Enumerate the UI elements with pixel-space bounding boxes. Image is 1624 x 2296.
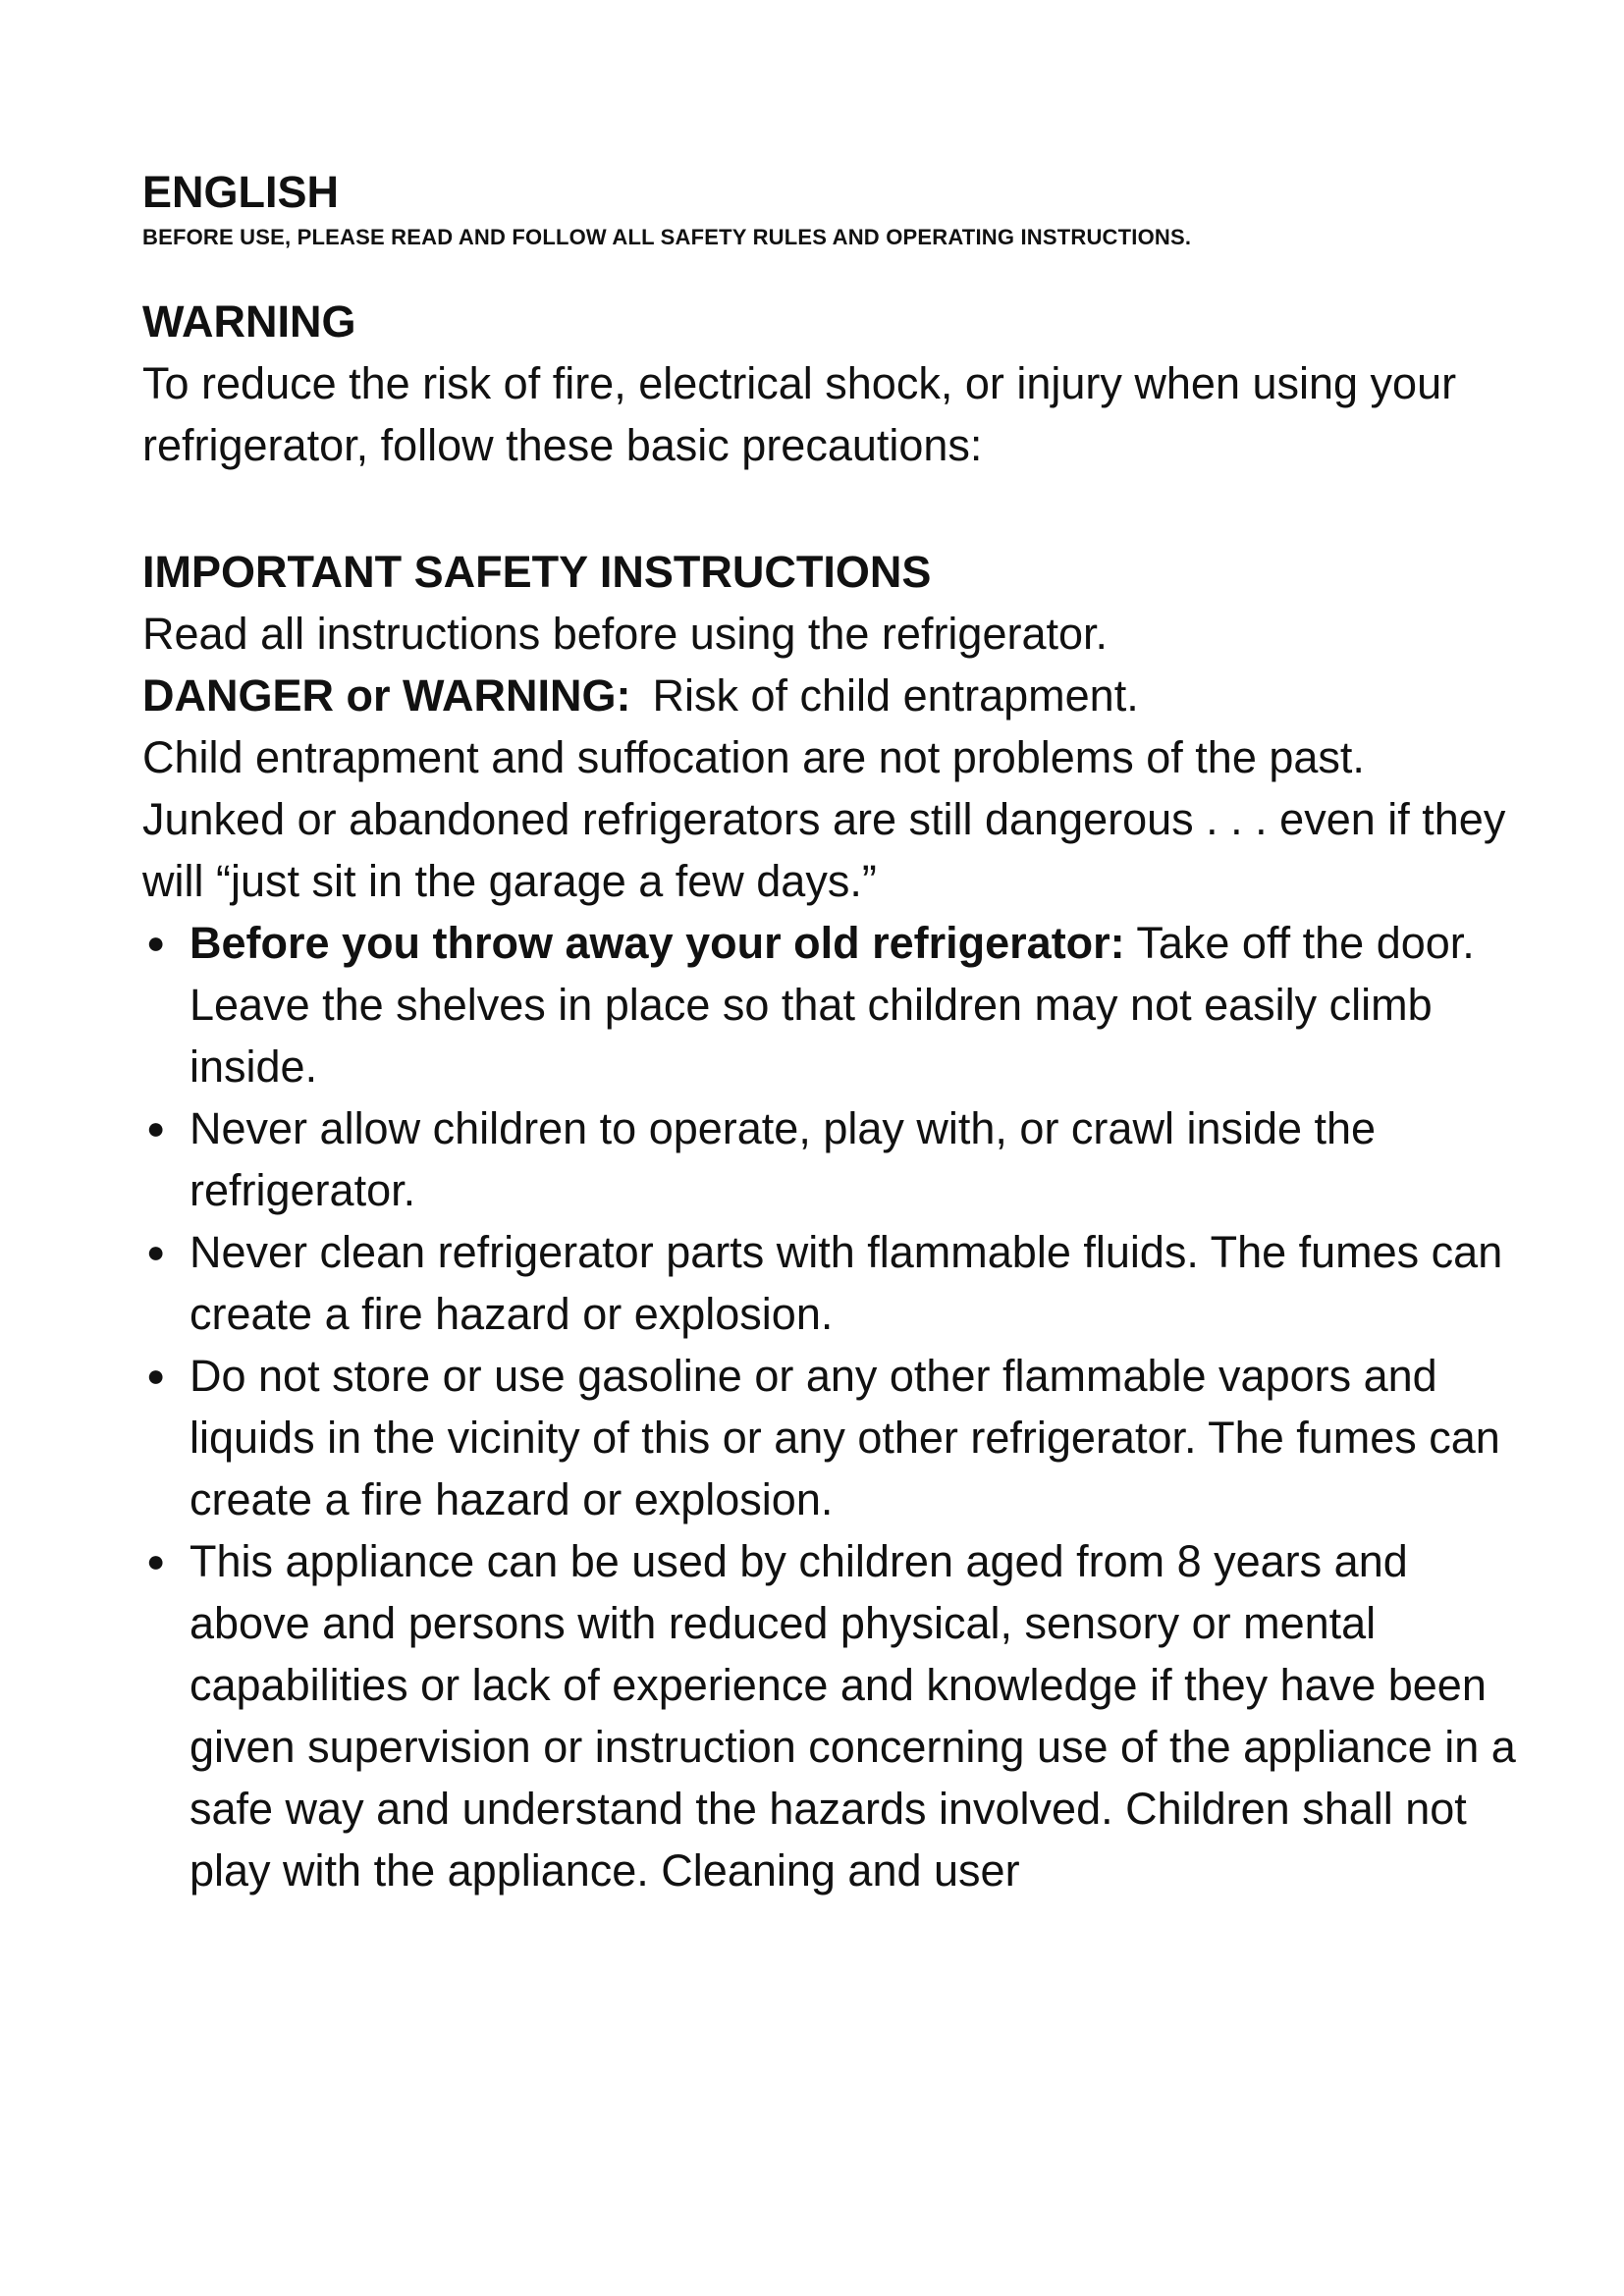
bullet-icon: ● [146, 1543, 166, 1578]
safety-instructions-heading: IMPORTANT SAFETY INSTRUCTIONS [142, 547, 932, 597]
bullet-icon: ● [146, 1110, 166, 1146]
list-item [142, 1530, 1517, 1901]
bullet-icon: ● [146, 1234, 166, 1269]
entrapment-text: Child entrapment and suffocation are not problems of the past. Junked or abandoned refrigerators are still dangerous . . . even if they will “just sit in the garage a few days.” [142, 732, 1518, 906]
bullet-text: Never clean refrigerator parts with flammable fluids. The fumes can create a fire hazard or explosion. [189, 1227, 1503, 1339]
list-item [142, 912, 1517, 1097]
bullet-text: Do not store or use gasoline or any other flammable vapors and liquids in the vicinity of this or any other refrigerator. The fumes can create a fire hazard or explosion. [189, 1351, 1500, 1524]
warning-text: To reduce the risk of fire, electrical shock, or injury when using your refrigerator, follow these basic precautions: [142, 358, 1469, 470]
bullet-icon: ● [146, 925, 166, 960]
danger-label: DANGER or WARNING: [142, 670, 631, 721]
intro-notice: BEFORE USE, PLEASE READ AND FOLLOW ALL SAFETY RULES AND OPERATING INSTRUCTIONS. [142, 225, 1192, 249]
bullet-text: Take off the door. Leave the shelves in place so that children may not easily climb inside. [189, 918, 1475, 1092]
warning-heading: WARNING [142, 296, 356, 347]
list-item [142, 1221, 1517, 1345]
bullet-text: This appliance can be used by children aged from 8 years and above and persons with reduced physical, sensory or mental capabilities or lack of experience and knowledge if they have been given supervision or instruction concerning use of the appliance in a safe way and understand the hazards involved. Children shall not play with the appliance. Cleaning and user [189, 1536, 1516, 1896]
bullet-icon: ● [146, 1358, 166, 1393]
bullet-lead: Before you throw away your old refrigerator: [189, 918, 1125, 968]
document-page [142, 167, 1517, 1901]
list-item [142, 1097, 1517, 1221]
read-all-instructions: Read all instructions before using the refrigerator. [142, 609, 1109, 659]
bullet-text: Never allow children to operate, play with, or crawl inside the refrigerator. [189, 1103, 1377, 1215]
language-heading: ENGLISH [142, 167, 340, 217]
safety-bullet-list [142, 912, 1517, 1901]
list-item [142, 1345, 1517, 1530]
danger-text: Risk of child entrapment. [652, 670, 1139, 721]
danger-line [142, 665, 1517, 726]
